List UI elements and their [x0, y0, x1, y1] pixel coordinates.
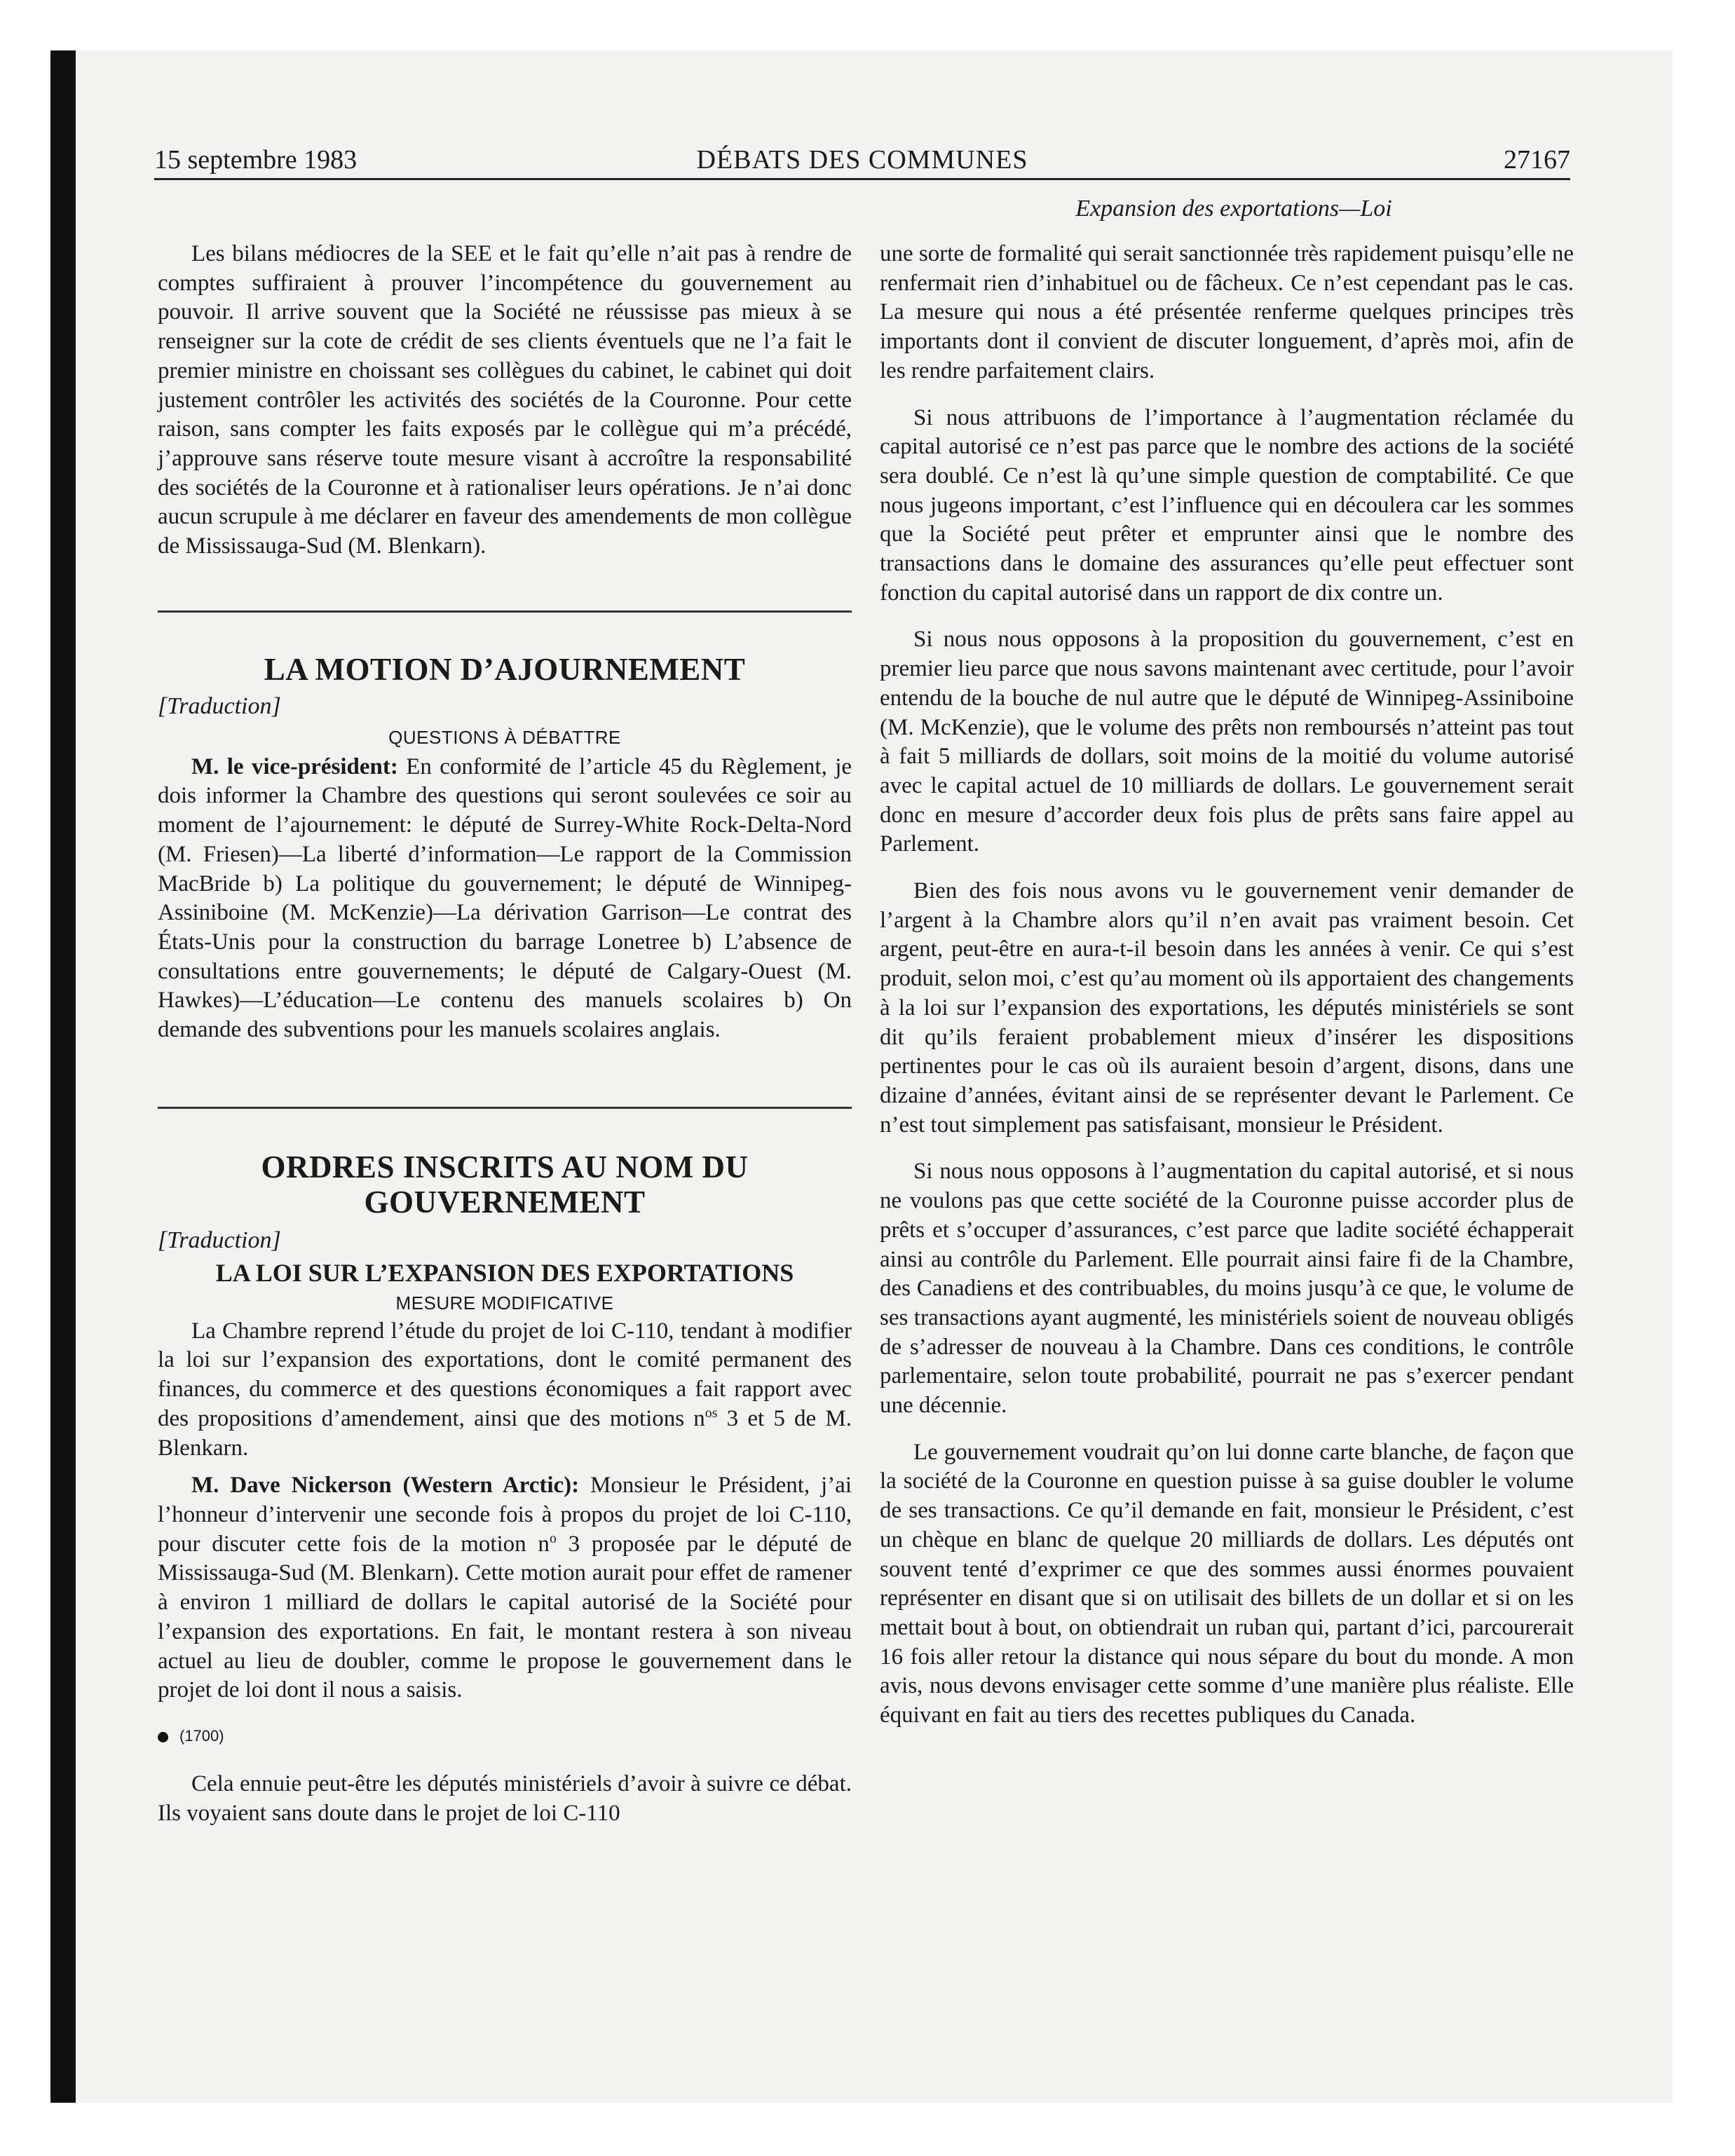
- translation-note: [Traduction]: [158, 1227, 281, 1253]
- text-part: La Chambre reprend l’étude du projet de loi C-110, tendant à modifier la loi sur l’expansion des exportations, dont le comité permanent des finances, du commerce et des questions économiques a fait rapport avec des propositions d’amendement, ainsi que des motions n: [158, 1318, 852, 1431]
- speaker-name: M. Dave Nickerson (Western Arctic):: [191, 1473, 580, 1499]
- paragraph: Si nous nous opposons à l’augmentation du capital autorisé, et si nous ne voulons pas que cette société de la Couronne puisse accorder plus de prêts et s’occuper d’assurances, c’est parce que ladite société échapperait ainsi au contrôle du Parlement. Elle pourrait ainsi faire fi de la Chambre, des Canadiens et des contribuables, du moins jusqu’à ce que, le volume de ses transactions ayant augmenté, les ministériels soient de nouveau obligés de s’adresser de nouveau à la Chambre. Dans ces conditions, le contrôle parlementaire, selon toute probabilité, pourrait ne pas s’exercer pendant une décennie.: [880, 1159, 1574, 1419]
- left-column: [158, 240, 852, 1828]
- speaker-name: M. le vice-président:: [191, 753, 398, 779]
- page-number: 27167: [1504, 145, 1570, 175]
- vice-president-paragraph: [158, 753, 852, 1045]
- time-marker: [158, 1722, 852, 1750]
- scan-edge-bar: [50, 50, 76, 2103]
- header-date: 15 septembre 1983: [154, 145, 358, 175]
- translation-note: [Traduction]: [158, 692, 281, 719]
- speech-text: Monsieur le Président, j’ai l’honneur d’intervenir une seconde fois à propos du projet de loi C-110, pour discuter cette fois de la motion n: [158, 1473, 852, 1557]
- section-rule: [158, 1107, 852, 1109]
- paragraph: Cela ennuie peut-être les députés ministériels d’avoir à suivre ce débat. Ils voyaient sans doute dans le projet de loi C-110: [158, 1770, 852, 1826]
- bullet-icon: [158, 1732, 168, 1742]
- header-rule: [154, 178, 1570, 180]
- text-part: 3 et 5 de M. Blenkarn.: [158, 1405, 852, 1461]
- running-header: [154, 142, 1570, 178]
- measure-heading: MESURE MODIFICATIVE: [395, 1292, 614, 1314]
- section-rule: [158, 610, 852, 613]
- paragraph: Les bilans médiocres de la SEE et le fait qu’elle n’ait pas à rendre de comptes suffiraient à prouver l’incompétence du gouvernement au pouvoir. Il arrive souvent que la Société ne réussisse pas mieux à se renseigner sur la cote de crédit de ses clients éventuels que ne l’a fait le premier ministre en choissant ses collègues du cabinet, le cabinet qui doit justement contrôler les activités des sociétés de la Couronne. Pour cette raison, sans compter les faits exposés par le collègue qui m’a précédé, j’approuve sans réserve toute mesure visant à accroître la responsabilité des sociétés de la Couronne et à rationaliser leurs opérations. Je n’ai donc aucun scrupule à me déclarer en faveur des amendements de mon collègue de Mississauga-Sud (M. Blenkarn).: [158, 241, 852, 559]
- house-paragraph: [158, 1317, 852, 1464]
- paragraph: Bien des fois nous avons vu le gouvernement venir demander de l’argent à la Chambre alors qu’il n’en avait pas vraiment besoin. Cet argent, peut-être en aura-t-il besoin dans les années à venir. Ce qui s’est produit, selon moi, c’est qu’au moment où ils apportaient des changements à la loi sur l’expansion des exportations, les députés ministériels se sont dit qu’ils feraient probablement mieux d’insérer les dispositions pertinentes pour le cas où ils auraient besoin d’argent, disons, dans une dizaine d’années, évitant ainsi de se représenter devant le Parlement. Ce n’est tout simplement pas satisfaisant, monsieur le Président.: [880, 878, 1574, 1138]
- superscript: o: [549, 1530, 557, 1546]
- paragraph: Le gouvernement voudrait qu’on lui donne carte blanche, de façon que la société de la Couronne en question puisse à sa guise doubler le volume de ses transactions. Ce qu’il demande en fait, monsieur le Président, c’est un chèque en blanc de quelque 20 milliards de dollars. Les députés ont souvent tenté d’exprimer ce que des sommes aussi énormes pouvaient représenter en disant que si on utilisait des billets de un dollar et si on les mettait bout à bout, on obtiendrait un ruban qui, partant d’ici, parcourerait 16 fois aller retour la distance qui nous sépare du bout du monde. A mon avis, nous devons envisager cette somme d’une manière plus réaliste. Elle équivant en fait au tiers des recettes publiques du Canada.: [880, 1439, 1574, 1728]
- right-column: [880, 240, 1574, 1731]
- superscript: os: [705, 1405, 718, 1421]
- section-label: Expansion des exportations—Loi: [1075, 196, 1392, 221]
- questions-heading: QUESTIONS À DÉBATTRE: [388, 726, 621, 748]
- time-marker-text: (1700): [179, 1726, 224, 1745]
- publication-title: DÉBATS DES COMMUNES: [696, 145, 1028, 175]
- paragraph: Si nous nous opposons à la proposition du gouvernement, c’est en premier lieu parce que nous savons maintenant avec certitude, pour l’avoir entendu de la bouche de nul autre que le député de Winnipeg-Assiniboine (M. McKenzie), que le volume des prêts non remboursés n’atteint pas tout à fait 5 milliards de dollars, soit moins de la moitié du volume autorisé avec le capital actuel de 10 milliards de dollars. Le gouvernement serait donc en mesure d’accorder deux fois plus de prêts sans faire appel au Parlement.: [880, 627, 1574, 857]
- nickerson-paragraph: [158, 1471, 852, 1705]
- speech-text: 3 proposée par le député de Mississauga-Sud (M. Blenkarn). Cette motion aurait pour effet de ramener à environ 1 milliard de dollars le capital autorisé de la Société pour l’expansion des exportations. En fait, le montant restera à son niveau actuel au lieu de doubler, comme le propose le gouvernement dans le projet de loi dont il nous a saisis.: [158, 1531, 852, 1703]
- adjournment-title: LA MOTION D’AJOURNEMENT: [264, 651, 746, 687]
- speech-text: En conformité de l’article 45 du Règlement, je dois informer la Chambre des questions qui seront soulevées ce soir au moment de l’ajournement: le député de Surrey-White Rock-Delta-Nord (M. Friesen)—La liberté d’information—Le rapport de la Commission MacBride b) La politique du gouvernement; le député de Winnipeg-Assiniboine (M. McKenzie)—La dérivation Garrison—Le contrat des États-Unis pour la construction du barrage Lonetree b) L’absence de consultations entre gouvernements; le député de Calgary-Ouest (M. Hawkes)—L’éducation—Le contenu des manuels scolaires b) On demande des subventions pour les manuels scolaires anglais.: [158, 753, 852, 1043]
- paragraph: Si nous attribuons de l’importance à l’augmentation réclamée du capital autorisé ce n’est pas parce que le nombre des actions de la société sera doublé. Ce n’est là qu’une simple question de comptabilité. Ce que nous jugeons important, c’est l’influence qui en découlera car les sommes que la Société peut prêter et emprunter ainsi que le nombre des transactions dans le domaine des assurances qu’elle peut effectuer sont fonction du capital autorisé dans un rapport de dix contre un.: [880, 404, 1574, 606]
- paragraph: une sorte de formalité qui serait sanctionnée très rapidement puisqu’elle ne renfermait rien d’inhabituel ou de fâcheux. Ce n’est cependant pas le cas. La mesure qui nous a été présentée renferme quelques principes très importants dont il convient de discuter longuement, d’après moi, afin de les rendre parfaitement clairs.: [880, 241, 1574, 383]
- bill-title: LA LOI SUR L’EXPANSION DES EXPORTATIONS: [215, 1258, 794, 1287]
- orders-title: ORDRES INSCRITS AU NOM DU GOUVERNEMENT: [261, 1149, 749, 1220]
